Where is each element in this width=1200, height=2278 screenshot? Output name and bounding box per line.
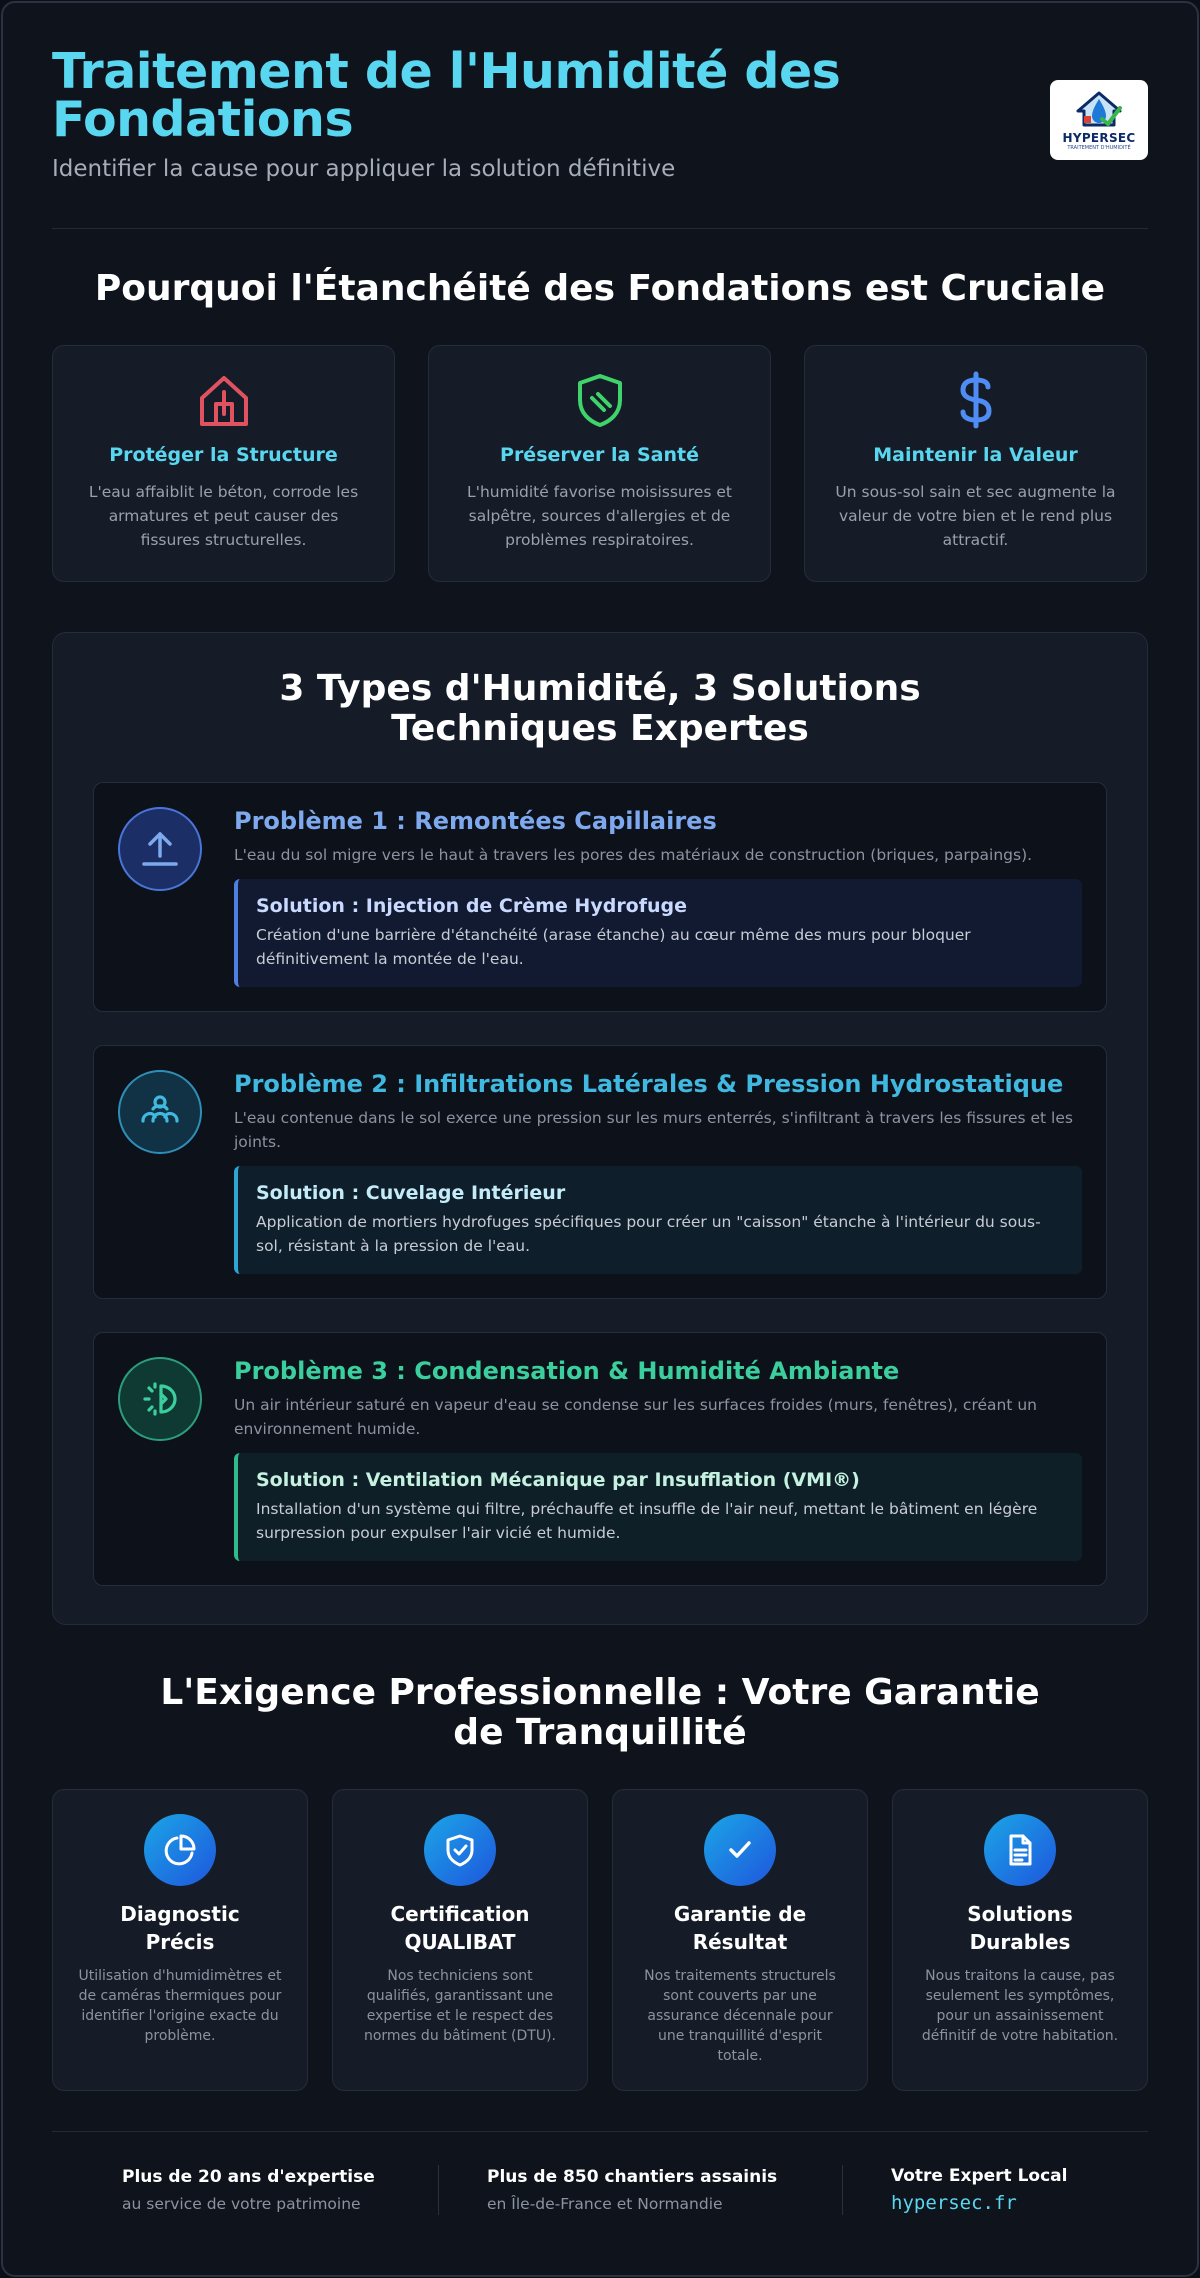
footer-divider: [52, 2131, 1148, 2132]
solution-box: [234, 1453, 1082, 1561]
problem-card-condensation: [93, 1332, 1107, 1586]
logo-wordmark: HYPERSEC: [1062, 131, 1136, 145]
problem-title: Problème 1 : Remontées Capillaires: [234, 807, 717, 835]
pro-card-guarantee: [612, 1789, 868, 2091]
footer-contact: [843, 2166, 1067, 2214]
footer-stat-experience: [52, 2167, 438, 2213]
pro-card-text: Utilisation d'humidimètres et de caméras thermiques pour identifier l'origine exacte du problème.: [78, 1968, 282, 2044]
pro-section-title: L'Exigence Professionnelle : Votre Garantie de Tranquillité: [160, 1672, 1040, 1753]
arrow-up-icon: [118, 807, 202, 891]
solution-title: Solution : Ventilation Mécanique par Insufflation (VMI®): [256, 1469, 860, 1491]
solution-text: Installation d'un système qui filtre, préchauffe et insuffle de l'air neuf, mettant le bâtiment en légère surpression pour expulser l'air vicié et humide.: [256, 1500, 1038, 1542]
pro-card-text: Nos traitements structurels sont couverts par une assurance décennale pour une tranquillité d'esprit totale.: [644, 1968, 836, 2064]
problem-card-infiltration: [93, 1045, 1107, 1299]
document-icon: [984, 1814, 1056, 1886]
why-card-title: Protéger la Structure: [109, 444, 338, 466]
why-card-structure: [52, 345, 395, 582]
problem-description: Un air intérieur saturé en vapeur d'eau se condense sur les surfaces froides (murs, fenêtres), créant un environnement humide.: [234, 1396, 1037, 1438]
why-section-title: Pourquoi l'Étanchéité des Fondations est Cruciale: [94, 268, 1106, 309]
footer-contact-heading: Votre Expert Local: [891, 2166, 1068, 2186]
solution-box: [234, 1166, 1082, 1274]
pro-card-durable: [892, 1789, 1148, 2091]
pro-card-diagnostic: [52, 1789, 308, 2091]
ventilation-icon: [118, 1357, 202, 1441]
problem-body: [234, 1070, 1082, 1274]
why-card-value: [804, 345, 1147, 582]
water-pressure-icon: [118, 1070, 202, 1154]
why-card-text: Un sous-sol sain et sec augmente la valeur de votre bien et le rend plus attractif.: [835, 483, 1116, 549]
check-icon: [704, 1814, 776, 1886]
types-panel: [52, 632, 1148, 1625]
why-grid: [52, 345, 1148, 582]
solution-text: Création d'une barrière d'étanchéité (arase étanche) au cœur même des murs pour bloquer définitivement la montée de l'eau.: [256, 926, 971, 968]
pro-card-text: Nous traitons la cause, pas seulement les symptômes, pour un assainissement définitif de votre habitation.: [921, 1968, 1119, 2044]
pro-card-title: Diagnostic Précis: [120, 1902, 240, 1954]
why-card-title: Préserver la Santé: [500, 444, 699, 466]
problem-description: L'eau du sol migre vers le haut à travers les pores des matériaux de construction (briques, parpaings).: [234, 846, 1033, 864]
types-section-title: 3 Types d'Humidité, 3 Solutions Techniques Expertes: [279, 668, 921, 749]
footer: [52, 2164, 1148, 2216]
website-link[interactable]: hypersec.fr: [891, 2192, 1017, 2214]
page-subtitle: Identifier la cause pour appliquer la solution définitive: [52, 156, 676, 182]
problem-title: Problème 2 : Infiltrations Latérales & Pression Hydrostatique: [234, 1070, 1064, 1098]
solution-box: [234, 879, 1082, 987]
why-card-text: L'eau affaiblit le béton, corrode les armatures et peut causer des fissures structurelles.: [88, 483, 359, 549]
house-icon: [194, 370, 254, 430]
solution-text: Application de mortiers hydrofuges spécifiques pour créer un "caisson" étanche à l'intérieur du sous-sol, résistant à la pression de l'eau.: [256, 1213, 1041, 1255]
logo-house-icon: [1072, 89, 1126, 129]
logo-tagline: TRAITEMENT D'HUMIDITÉ: [1067, 145, 1131, 151]
pro-card-title: Certification QUALIBAT: [390, 1902, 530, 1954]
pie-chart-icon: [144, 1814, 216, 1886]
solution-title: Solution : Injection de Crème Hydrofuge: [256, 895, 688, 917]
shield-icon: [570, 370, 630, 430]
problem-card-capillary: [93, 782, 1107, 1012]
why-card-title: Maintenir la Valeur: [873, 444, 1078, 466]
problem-body: [234, 1357, 1082, 1561]
footer-stat-heading: Plus de 20 ans d'expertise: [122, 2167, 375, 2187]
footer-stat-heading: Plus de 850 chantiers assainis: [487, 2167, 778, 2187]
pro-card-title: Solutions Durables: [967, 1902, 1073, 1954]
why-card-health: [428, 345, 771, 582]
pro-card-title: Garantie de Résultat: [673, 1902, 807, 1954]
pro-card-certification: [332, 1789, 588, 2091]
pro-card-text: Nos techniciens sont qualifiés, garantissant une expertise et le respect des normes du bâtiment (DTU).: [363, 1968, 556, 2044]
logo: [1050, 80, 1148, 160]
dollar-icon: [946, 370, 1006, 430]
footer-stat-projects: [439, 2167, 842, 2213]
header-divider: [52, 228, 1148, 229]
solution-title: Solution : Cuvelage Intérieur: [256, 1182, 566, 1204]
shield-check-icon: [424, 1814, 496, 1886]
page: [52, 43, 1148, 2216]
problem-title: Problème 3 : Condensation & Humidité Ambiante: [234, 1357, 900, 1385]
problem-description: L'eau contenue dans le sol exerce une pression sur les murs enterrés, s'infiltrant à travers les fissures et les joints.: [234, 1109, 1073, 1151]
header: [52, 43, 1148, 228]
problem-body: [234, 807, 1082, 987]
footer-stat-subtext: au service de votre patrimoine: [122, 2195, 361, 2213]
why-card-text: L'humidité favorise moisissures et salpêtre, sources d'allergies et de problèmes respiratoires.: [467, 483, 732, 549]
page-title: Traitement de l'Humidité des Fondations: [52, 43, 841, 148]
footer-stat-subtext: en Île-de-France et Normandie: [487, 2195, 723, 2213]
pro-grid: [52, 1789, 1148, 2091]
